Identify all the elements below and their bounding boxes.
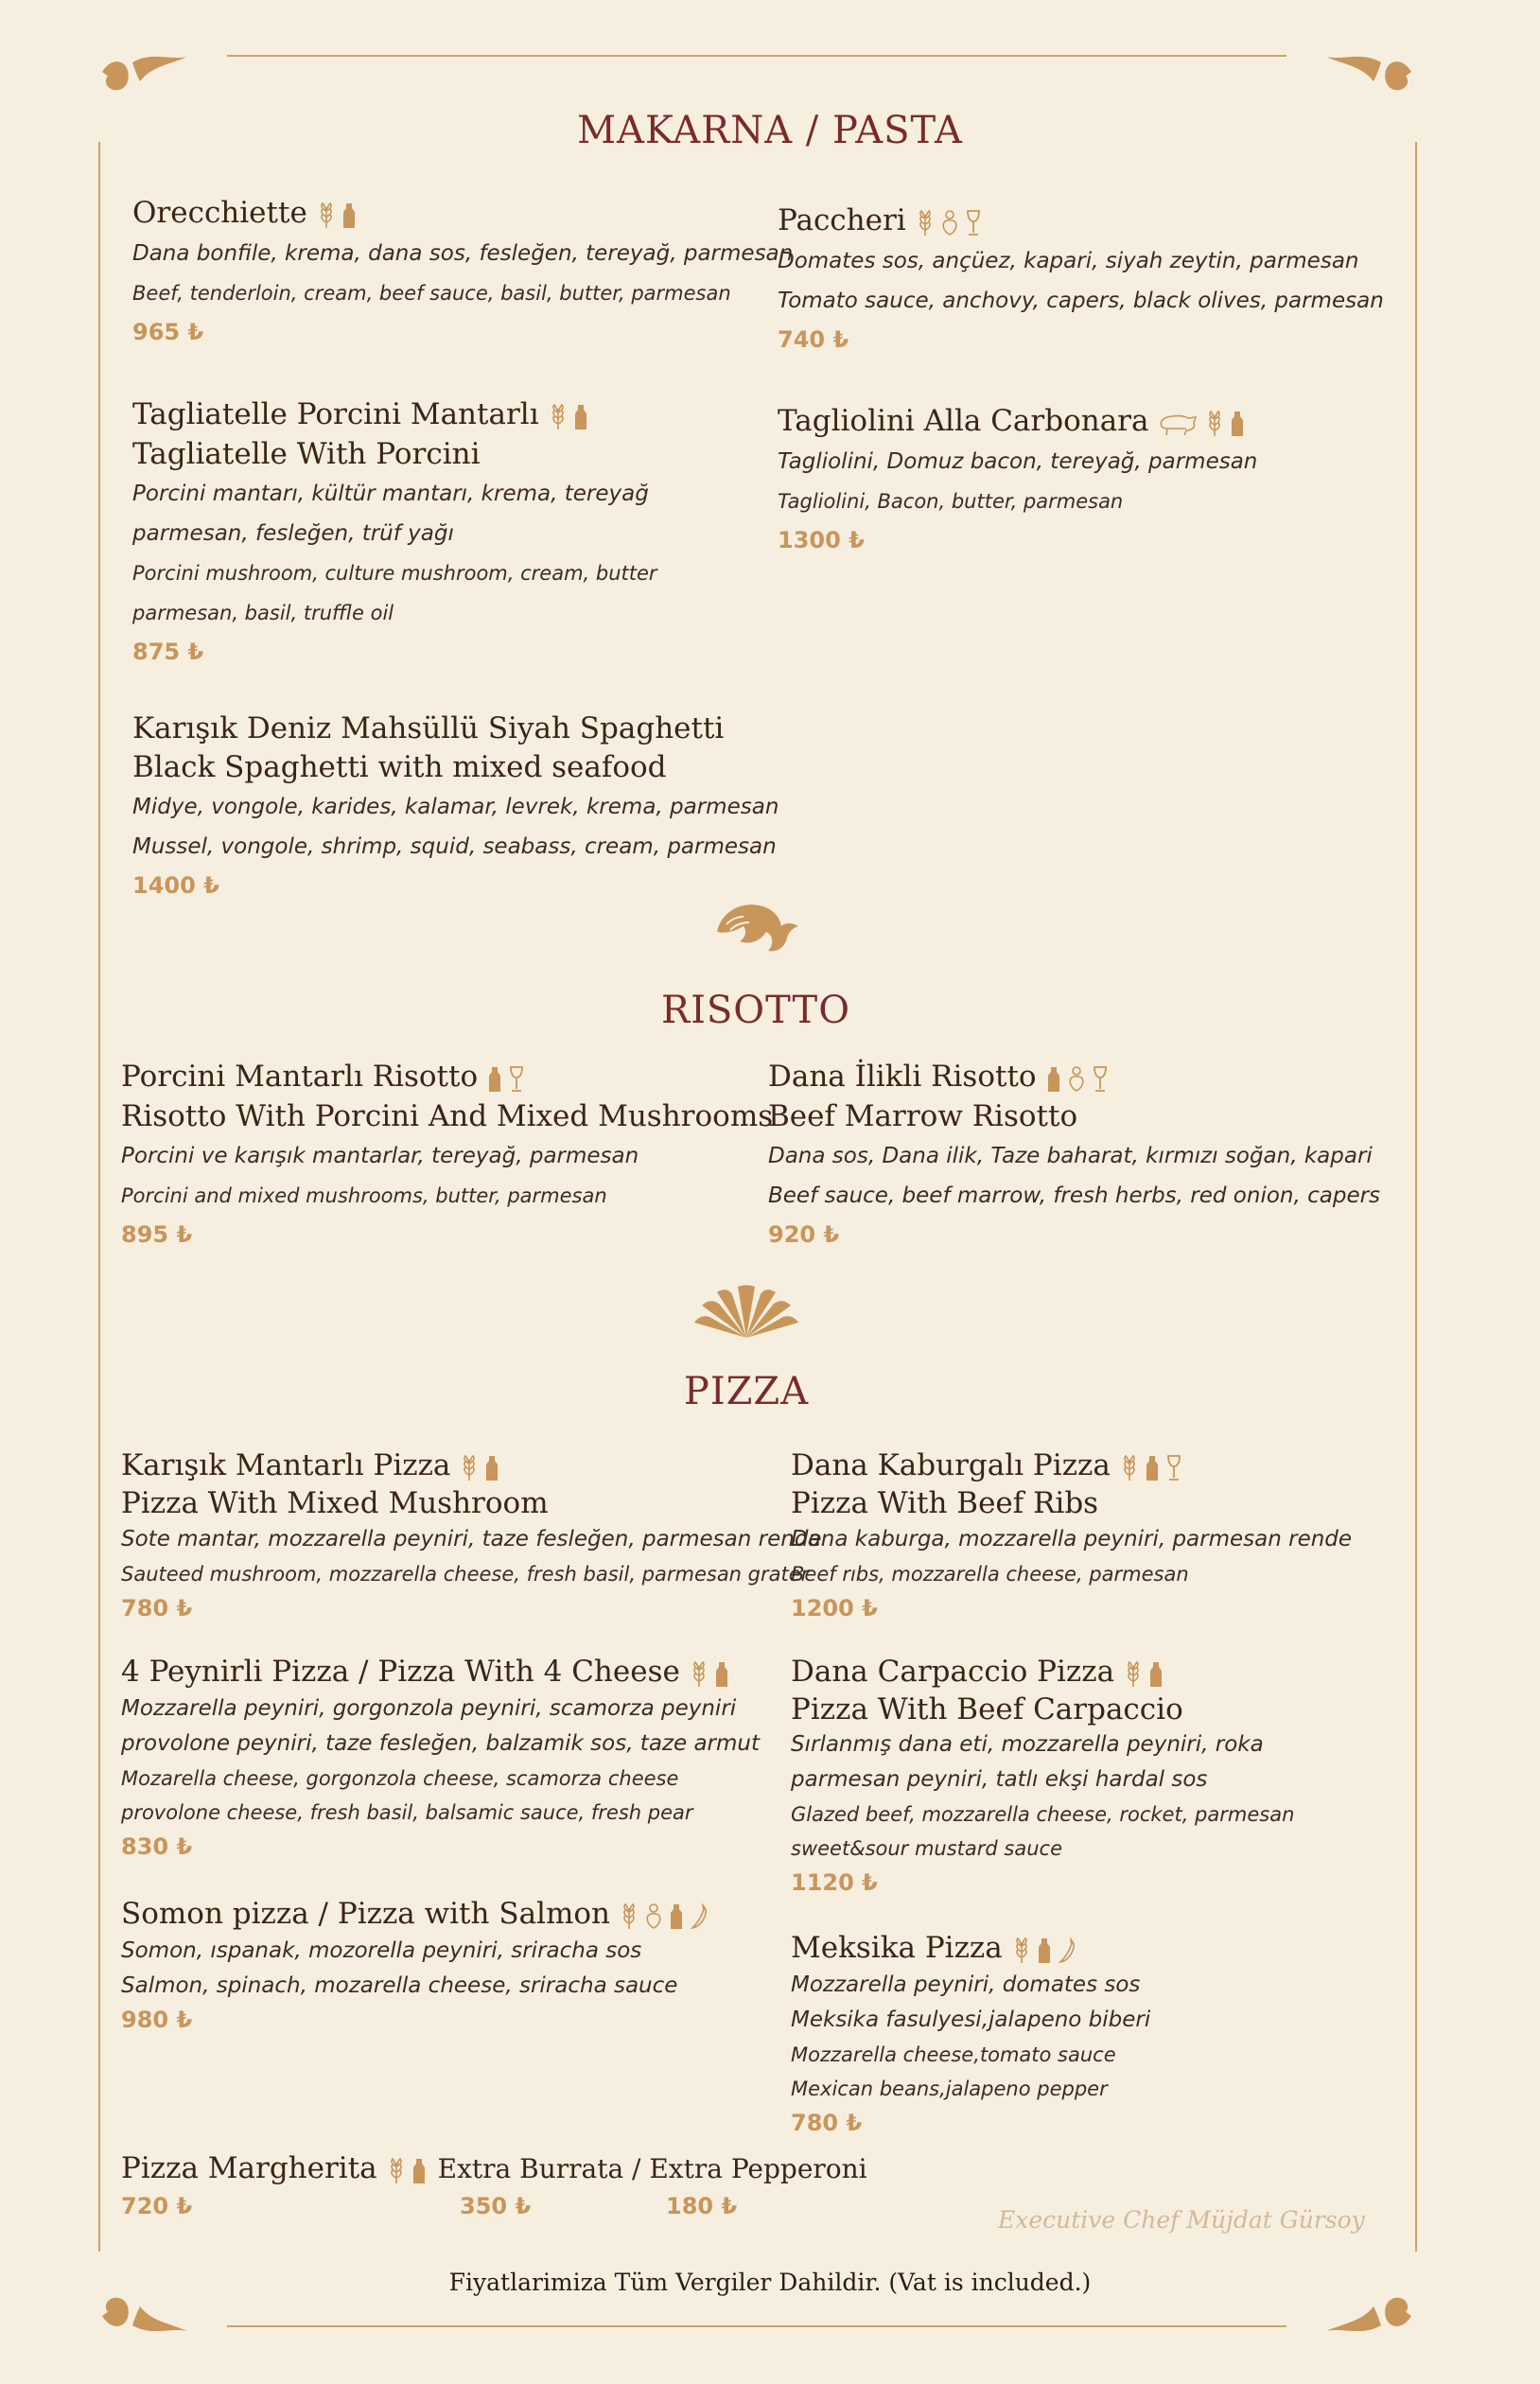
item-desc-tr-2: parmesan peyniri, tatlı ekşi hardal sos bbox=[791, 1766, 1208, 1792]
item-desc-en: Porcini mushroom, culture mushroom, cream, butter bbox=[132, 562, 657, 585]
item-name-tr: Porcini Mantarlı Risotto bbox=[121, 1060, 479, 1094]
milk-icon bbox=[1037, 1937, 1052, 1965]
item-name: Meksika Pizza bbox=[791, 1931, 1003, 1965]
item-desc-en-2: provolone cheese, fresh basil, balsamic sauce, fresh pear bbox=[121, 1800, 693, 1824]
item-desc-en: Beef, tenderloin, cream, beef sauce, basil, butter, parmesan bbox=[132, 282, 731, 305]
milk-icon bbox=[1230, 410, 1245, 438]
wheat-icon bbox=[549, 403, 568, 431]
item-name-en: Pizza With Beef Ribs bbox=[791, 1485, 1099, 1520]
wine-icon bbox=[1092, 1065, 1109, 1094]
item-desc-en: Salmon, spinach, mozarella cheese, sriracha sauce bbox=[121, 1972, 678, 1998]
item-desc-en-2: Mexican beans,jalapeno pepper bbox=[791, 2077, 1108, 2100]
item-desc-tr: Dana bonfile, krema, dana sos, fesleğen, tereyağ, parmesan bbox=[132, 241, 794, 266]
item-desc-tr: Porcini ve karışık mantarlar, tereyağ, parmesan bbox=[121, 1144, 639, 1168]
shell-ornament-icon bbox=[691, 1285, 802, 1341]
item-name-en: Pizza With Mixed Mushroom bbox=[121, 1485, 549, 1520]
milk-icon bbox=[1148, 1660, 1164, 1689]
wheat-icon bbox=[1124, 1660, 1143, 1689]
milk-icon bbox=[669, 1902, 684, 1931]
chili-icon bbox=[1058, 1937, 1076, 1965]
item-desc-en: Mussel, vongole, shrimp, squid, seabass, cream, parmesan bbox=[132, 834, 777, 859]
fish-icon bbox=[1067, 1065, 1086, 1094]
item-price: 965 ₺ bbox=[132, 319, 204, 345]
milk-icon bbox=[573, 403, 588, 431]
chili-icon bbox=[690, 1902, 709, 1931]
item-price: 780 ₺ bbox=[791, 2109, 863, 2136]
item-desc-tr: Dana kaburga, mozzarella peyniri, parmesan rende bbox=[791, 1526, 1353, 1551]
bird-ornament-icon bbox=[711, 894, 802, 956]
item-desc-en: Beef rıbs, mozzarella cheese, parmesan bbox=[791, 1562, 1189, 1586]
frame-left-line bbox=[98, 142, 100, 2252]
menu-item-beef-ribs-pizza bbox=[791, 1447, 1352, 1625]
chef-signature: Executive Chef Müjdat Gürsoy bbox=[998, 2206, 1365, 2234]
wheat-icon bbox=[1012, 1937, 1031, 1965]
item-desc-tr: Dana sos, Dana ilik, Taze baharat, kırmızı soğan, kapari bbox=[768, 1144, 1373, 1168]
wine-icon bbox=[965, 209, 982, 237]
item-name-tr: Karışık Mantarlı Pizza bbox=[121, 1448, 451, 1482]
milk-icon bbox=[714, 1660, 729, 1689]
wine-icon bbox=[508, 1065, 525, 1094]
item-desc-tr: Domates sos, ançüez, kapari, siyah zeytin, parmesan bbox=[778, 249, 1359, 273]
item-desc-en: Beef sauce, beef marrow, fresh herbs, red onion, capers bbox=[768, 1183, 1381, 1208]
item-desc-en: Sauteed mushroom, mozzarella cheese, fresh basil, parmesan grater bbox=[121, 1562, 810, 1586]
item-name: Orecchiette bbox=[132, 196, 307, 230]
item-desc-tr: Midye, vongole, karides, kalamar, levrek, krema, parmesan bbox=[132, 795, 779, 819]
item-name-tr: Karışık Deniz Mahsüllü Siyah Spaghetti bbox=[132, 711, 725, 745]
wheat-icon bbox=[690, 1660, 709, 1689]
menu-item-orecchiette bbox=[132, 194, 793, 351]
section-title-pizza: PIZZA bbox=[683, 1370, 810, 1413]
extra-burrata-price: 350 ₺ bbox=[460, 2192, 532, 2219]
extra-pepperoni-price: 180 ₺ bbox=[666, 2192, 738, 2219]
milk-icon bbox=[1145, 1454, 1160, 1482]
item-name-en: Beef Marrow Risotto bbox=[768, 1099, 1078, 1133]
item-price: 830 ₺ bbox=[121, 1832, 193, 1860]
wheat-icon bbox=[387, 2157, 406, 2185]
item-price: 920 ₺ bbox=[768, 1221, 840, 1248]
menu-item-paccheri bbox=[778, 202, 1384, 359]
item-name: 4 Peynirli Pizza / Pizza With 4 Cheese bbox=[121, 1655, 680, 1689]
menu-item-beef-marrow-risotto bbox=[768, 1058, 1380, 1253]
menu-item-four-cheese-pizza bbox=[121, 1654, 760, 1864]
section-title-pasta: MAKARNA / PASTA bbox=[577, 109, 963, 152]
item-name-tr: Tagliatelle Porcini Mantarlı bbox=[132, 397, 539, 431]
frame-bottom-line bbox=[227, 2325, 1286, 2327]
frame-top-line bbox=[227, 55, 1286, 57]
item-price: 1400 ₺ bbox=[132, 872, 219, 899]
item-desc-en-2: sweet&sour mustard sauce bbox=[791, 1836, 1063, 1860]
item-price: 980 ₺ bbox=[121, 2006, 193, 2033]
item-desc-en: Porcini and mixed mushrooms, butter, parmesan bbox=[121, 1184, 607, 1207]
item-price: 780 ₺ bbox=[121, 1594, 193, 1621]
wheat-icon bbox=[460, 1454, 479, 1482]
item-name-en: Black Spaghetti with mixed seafood bbox=[132, 750, 667, 784]
vat-note: Fiyatlarimiza Tüm Vergiler Dahildir. (Vat is included.) bbox=[448, 2269, 1092, 2296]
item-price: 895 ₺ bbox=[121, 1221, 193, 1248]
item-name-en: Risotto With Porcini And Mixed Mushrooms bbox=[121, 1099, 774, 1133]
item-desc-tr-2: provolone peyniri, taze fesleğen, balzamik sos, taze armut bbox=[121, 1730, 761, 1756]
item-desc-tr: Sote mantar, mozzarella peyniri, taze fesleğen, parmesan rende bbox=[121, 1526, 822, 1551]
menu-item-black-spaghetti bbox=[132, 710, 779, 904]
item-desc-en-2: parmesan, basil, truffle oil bbox=[132, 602, 394, 624]
item-desc-en: Mozarella cheese, gorgonzola cheese, scamorza cheese bbox=[121, 1766, 679, 1790]
menu-item-mushroom-pizza bbox=[121, 1447, 822, 1625]
item-desc-tr: Porcini mantarı, kültür mantarı, krema, tereyağ bbox=[132, 482, 649, 506]
item-desc-tr: Mozzarella peyniri, domates sos bbox=[791, 1972, 1141, 1997]
pig-icon bbox=[1158, 410, 1199, 438]
item-price: 1200 ₺ bbox=[791, 1594, 878, 1621]
item-price: 1300 ₺ bbox=[778, 527, 865, 553]
item-desc-tr-2: Meksika fasulyesi,jalapeno biberi bbox=[791, 2007, 1151, 2032]
fish-icon bbox=[644, 1902, 663, 1931]
item-desc-tr: Tagliolini, Domuz bacon, tereyağ, parmesan bbox=[778, 449, 1258, 474]
wheat-icon bbox=[916, 209, 935, 237]
milk-icon bbox=[484, 1454, 499, 1482]
item-name-tr: Dana Carpaccio Pizza bbox=[791, 1655, 1115, 1689]
milk-icon bbox=[487, 1065, 502, 1094]
item-desc-en: Tagliolini, Bacon, butter, parmesan bbox=[778, 490, 1124, 513]
menu-item-tagliatelle bbox=[132, 395, 657, 671]
item-name-en: Tagliatelle With Porcini bbox=[132, 437, 481, 471]
item-name: Pizza Margherita bbox=[121, 2151, 377, 2185]
wheat-icon bbox=[1120, 1454, 1139, 1482]
item-price: 720 ₺ bbox=[121, 2192, 193, 2219]
item-price: 1120 ₺ bbox=[791, 1868, 878, 1896]
frame-right-line bbox=[1415, 142, 1417, 2252]
item-name: Somon pizza / Pizza with Salmon bbox=[121, 1897, 610, 1931]
item-name: Paccheri bbox=[778, 203, 906, 237]
item-desc-en: Mozzarella cheese,tomato sauce bbox=[791, 2042, 1116, 2066]
item-desc-tr-2: parmesan, fesleğen, trüf yağı bbox=[132, 521, 454, 546]
item-desc-tr: Somon, ıspanak, mozorella peyniri, sriracha sos bbox=[121, 1937, 642, 1963]
item-desc-en: Glazed beef, mozzarella cheese, rocket, parmesan bbox=[791, 1802, 1295, 1826]
item-name-en: Pizza With Beef Carpaccio bbox=[791, 1692, 1183, 1727]
milk-icon bbox=[1046, 1065, 1061, 1094]
extras-label: Extra Burrata / Extra Pepperoni bbox=[437, 2153, 867, 2184]
section-title-risotto: RISOTTO bbox=[660, 989, 850, 1032]
menu-item-salmon-pizza bbox=[121, 1896, 714, 2037]
menu-item-carbonara bbox=[778, 402, 1257, 559]
wheat-icon bbox=[1205, 410, 1224, 438]
item-name-tr: Dana İlikli Risotto bbox=[768, 1060, 1037, 1094]
wheat-icon bbox=[317, 202, 336, 230]
item-desc-en: Tomato sauce, anchovy, capers, black olives, parmesan bbox=[778, 289, 1384, 313]
menu-item-porcini-risotto bbox=[121, 1058, 773, 1253]
item-price: 740 ₺ bbox=[778, 326, 849, 353]
wine-icon bbox=[1165, 1454, 1182, 1482]
item-desc-tr: Sırlanmış dana eti, mozzarella peyniri, roka bbox=[791, 1731, 1264, 1757]
menu-item-margherita-pizza bbox=[121, 2149, 867, 2223]
item-name: Tagliolini Alla Carbonara bbox=[778, 404, 1149, 438]
milk-icon bbox=[341, 202, 357, 230]
item-name-tr: Dana Kaburgalı Pizza bbox=[791, 1448, 1111, 1482]
menu-item-mexican-pizza bbox=[791, 1930, 1150, 2140]
milk-icon bbox=[411, 2157, 427, 2185]
item-desc-tr: Mozzarella peyniri, gorgonzola peyniri, scamorza peyniri bbox=[121, 1695, 737, 1721]
fish-icon bbox=[940, 209, 959, 237]
item-price: 875 ₺ bbox=[132, 639, 204, 665]
wheat-icon bbox=[620, 1902, 639, 1931]
menu-item-carpaccio-pizza bbox=[791, 1654, 1294, 1900]
